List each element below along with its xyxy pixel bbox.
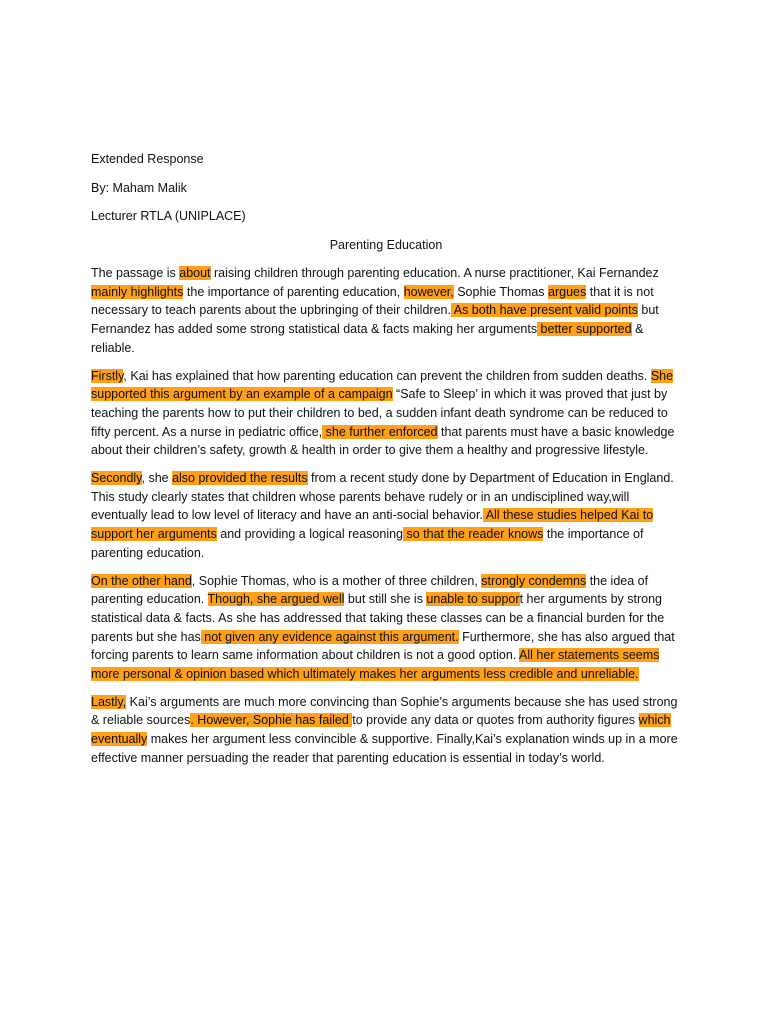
highlighted-phrase: All these studies helped Kai to support her arguments	[91, 508, 654, 542]
text-segment: , Sophie Thomas, who is a mother of three children,	[191, 573, 482, 588]
text-segment: The passage is	[91, 266, 180, 280]
document-title: Parenting Education	[329, 237, 443, 252]
text-segment: “Safe to Sleep’ in which it was proved that just by teaching the parents how to put their children to bed, a sudden infant death syndrome can be reduced to fifty percent. As a nurse in pediatric office,	[91, 387, 668, 439]
document-page	[91, 150, 681, 777]
highlighted-phrase: also provided the results	[172, 471, 308, 486]
highlighted-phrase: strongly condemns	[481, 573, 587, 588]
text-segment: the importance of parenting education,	[183, 284, 404, 299]
body-paragraph	[91, 367, 681, 461]
header-line-author: By: Maham Malik	[91, 180, 187, 195]
highlighted-phrase: Though, she argued well	[207, 592, 345, 607]
text-segment: but still she is	[344, 592, 427, 607]
text-segment: & reliable.	[91, 322, 644, 355]
text-segment: the idea of parenting education.	[91, 573, 649, 607]
text-segment: , Kai has explained that how parenting education can prevent the children from sudden deaths.	[123, 368, 651, 383]
text-segment: Sophie Thomas	[453, 284, 549, 299]
body-paragraph	[91, 693, 681, 768]
essay-body	[91, 264, 681, 768]
highlighted-phrase: which eventually	[91, 713, 671, 747]
highlighted-phrase: she further enforced	[322, 424, 438, 439]
highlighted-phrase: unable to suppor	[426, 592, 520, 607]
text-segment: that parents must have a basic knowledge about their children’s safety, growth & health in order to give them a healthy and progressive lifestyle.	[91, 424, 675, 458]
text-segment: but Fernandez has added some strong statistical data & facts making her arguments	[91, 303, 659, 337]
highlighted-phrase: Firstly	[91, 368, 124, 383]
highlighted-phrase: Secondly	[91, 471, 142, 486]
highlighted-phrase: not given any evidence against this argument.	[200, 629, 459, 644]
highlighted-phrase: . However, Sophie has failed	[190, 713, 353, 728]
highlighted-phrase: She supported this argument by an example of a campaign	[91, 368, 674, 402]
text-segment: to provide any data or quotes from authority figures	[352, 713, 639, 728]
highlighted-phrase: As both have present valid points	[450, 303, 638, 318]
highlighted-phrase: On the other hand	[91, 573, 192, 588]
highlighted-phrase: so that the reader knows	[403, 527, 544, 542]
text-segment: that it is not necessary to teach parents about the upbringing of their children.	[91, 284, 654, 318]
body-paragraph	[91, 572, 681, 684]
text-segment: Kai’s arguments are much more convincing than Sophie’s arguments because she has used strong & reliable sources	[91, 694, 678, 728]
highlighted-phrase: All her statements seems more personal & opinion based which ultimately makes her arguments less credible and unreliable.	[91, 648, 660, 682]
highlighted-phrase: however,	[403, 284, 454, 299]
text-segment: the importance of parenting education.	[91, 527, 644, 560]
highlighted-phrase: Lastly,	[91, 694, 127, 709]
text-segment: from a recent study done by Department of Education in England. This study clearly states that children whose parents behave rudely or in an undisciplined way,will eventually lead to low level of literacy and have an anti-social behavior.	[91, 471, 674, 523]
text-segment: Furthermore, she has also argued that forcing parents to learn same information about children is not a good option.	[91, 629, 675, 663]
text-segment: and providing a logical reasoning	[216, 527, 404, 542]
highlighted-phrase: better supported	[537, 322, 632, 337]
highlighted-phrase: argues	[548, 284, 587, 299]
header-line-affiliation: Lecturer RTLA (UNIPLACE)	[91, 209, 246, 223]
text-segment: makes her argument less convincible & supportive. Finally,Kai’s explanation winds up in a more effective manner persuading the reader that parenting education is essential in today’s world.	[91, 732, 678, 765]
header-line-document-type: Extended Response	[91, 152, 204, 166]
body-paragraph	[91, 469, 681, 563]
text-segment: raising children through parenting education. A nurse practitioner, Kai Fernandez	[210, 266, 659, 280]
text-segment: , she	[141, 471, 173, 486]
highlighted-phrase: mainly highlights	[91, 284, 184, 299]
highlighted-phrase: about	[179, 266, 211, 280]
body-paragraph	[91, 264, 681, 358]
text-segment: t her arguments by strong statistical data & facts. As she has addressed that taking these classes can be a financial burden for the parents but she has	[91, 592, 665, 644]
